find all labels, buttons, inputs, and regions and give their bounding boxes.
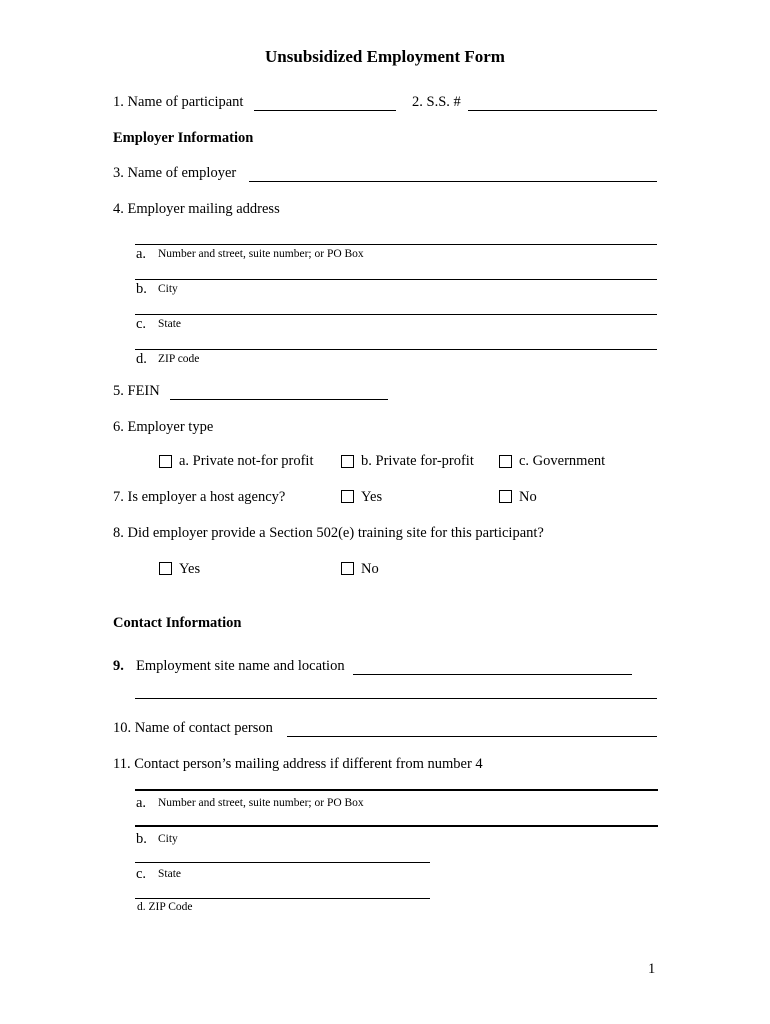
employer-state-caption: State [158,318,181,330]
private-not-for-profit-label: a. Private not-for profit [179,453,314,469]
ssn-input[interactable] [468,96,657,111]
host-agency-no-label: No [519,489,537,505]
contact-information-heading: Contact Information [113,615,242,631]
host-agency-yes-label: Yes [361,489,383,505]
contact-street-caption: Number and street, suite number; or PO Box [158,797,364,809]
contact-city-input[interactable] [135,810,658,824]
training-site-no-checkbox[interactable] [341,562,354,575]
employer-street-input[interactable] [135,230,657,245]
employment-site-label: Employment site name and location [136,658,345,674]
training-site-label: 8. Did employer provide a Section 502(e) training site for this participant? [113,525,544,541]
contact-street-line [135,789,658,791]
contact-zip-caption: d. ZIP Code [137,901,193,913]
host-agency-no-checkbox[interactable] [499,490,512,503]
contact-address-label: 11. Contact person’s mailing address if different from number 4 [113,756,483,772]
contact-state-letter: c. [136,866,147,882]
employer-state-letter: c. [136,316,147,332]
employer-city-caption: City [158,283,178,295]
employer-zip-input[interactable] [135,335,657,350]
contact-person-input[interactable] [287,722,657,737]
contact-street-letter: a. [136,795,147,811]
employer-address-label: 4. Employer mailing address [113,201,280,217]
employer-information-heading: Employer Information [113,130,254,146]
employer-state-input[interactable] [135,300,657,315]
contact-street-input[interactable] [135,774,658,788]
contact-zip-input[interactable] [135,884,430,899]
private-not-for-profit-checkbox[interactable] [159,455,172,468]
host-agency-label: 7. Is employer a host agency? [113,489,286,505]
fein-label: 5. FEIN [113,383,160,399]
contact-city-line [135,825,658,827]
training-site-yes-label: Yes [179,561,201,577]
host-agency-yes-checkbox[interactable] [341,490,354,503]
employer-type-label: 6. Employer type [113,419,214,435]
employment-site-input[interactable] [353,660,632,675]
employer-street-caption: Number and street, suite number; or PO Box [158,248,364,260]
page-title: Unsubsidized Employment Form [265,47,505,66]
participant-name-input[interactable] [254,96,396,111]
employer-city-letter: b. [136,281,147,297]
private-for-profit-label: b. Private for-profit [361,453,474,469]
employer-street-letter: a. [136,246,147,262]
contact-city-letter: b. [136,831,147,847]
government-label: c. Government [519,453,606,469]
employer-zip-letter: d. [136,351,147,367]
training-site-yes-checkbox[interactable] [159,562,172,575]
employment-site-number: 9. [113,658,124,674]
fein-input[interactable] [170,385,388,400]
contact-person-label: 10. Name of contact person [113,720,273,736]
employment-site-input-line-2[interactable] [135,684,657,699]
training-site-no-label: No [361,561,379,577]
contact-state-input[interactable] [135,848,430,863]
private-for-profit-checkbox[interactable] [341,455,354,468]
contact-state-caption: State [158,868,181,880]
participant-name-label: 1. Name of participant [113,94,244,110]
employer-name-input[interactable] [249,167,657,182]
government-checkbox[interactable] [499,455,512,468]
contact-city-caption: City [158,833,178,845]
employer-name-label: 3. Name of employer [113,165,237,181]
page-number: 1 [648,961,656,977]
ssn-label: 2. S.S. # [412,94,461,110]
employer-city-input[interactable] [135,265,657,280]
employer-zip-caption: ZIP code [158,353,200,365]
